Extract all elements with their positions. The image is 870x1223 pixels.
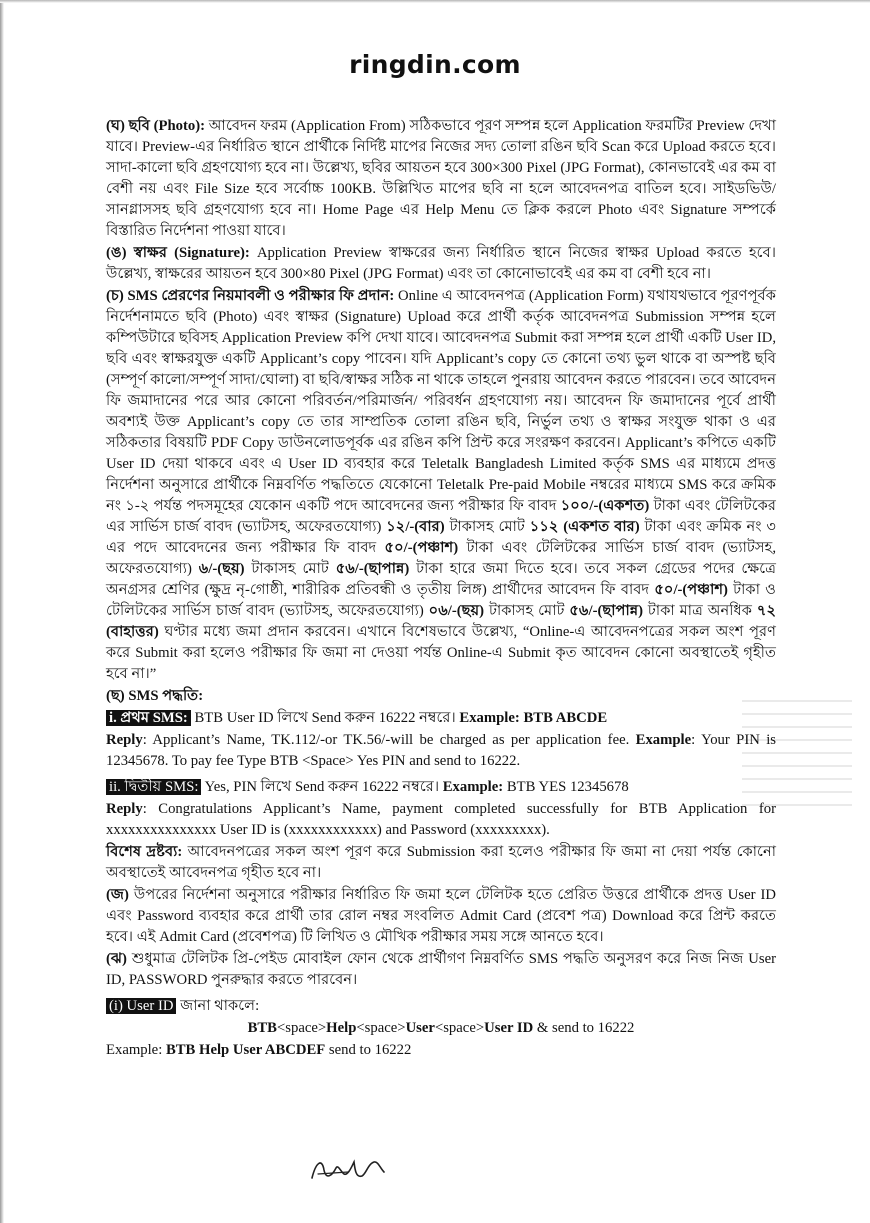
section-label: (জ) bbox=[106, 887, 129, 903]
example-text: BTB ABCDE bbox=[519, 710, 608, 726]
fee-amount: ৫৬/-(ছাপান্ন) bbox=[335, 561, 410, 577]
section-text: টাকা এবং টেলিটকের এর সার্ভিস চার্জ বাবদ (ভ্যাটসহ, অফেরতযোগ্য) bbox=[106, 498, 776, 535]
fee-amount: ৭২ (বাহাত্তর) bbox=[106, 603, 776, 640]
section-text: শুধুমাত্র টেলিটক প্রি-পেইড মোবাইল ফোন থেকে প্রার্থীগণ নিম্নবর্ণিত SMS পদ্ধতি অনুসরণ করে নিজ নিজ User ID, PASSWORD পুনরুদ্ধার করতে পারবেন। bbox=[106, 951, 776, 988]
section-text: Application Preview স্বাক্ষরের জন্য নির্ধারিত স্থানে নিজের স্বাক্ষর Upload করতে হবে। উল্লেখ্য, স্বাক্ষরের আয়তন হবে 300×80 Pixel (JPG Format) এবং তা কোনোভাবেই এর কম বা বেশী হবে না। bbox=[106, 245, 777, 282]
reply-label: Reply bbox=[106, 801, 143, 817]
cmd-part: <space> bbox=[276, 1020, 327, 1036]
fee-amount: ১০০/-(একশত) bbox=[560, 498, 650, 514]
section-text: টাকা এবং ক্রমিক নং ৩ এর পদে আবেদনের জন্য পরীক্ষার ফি বাবদ bbox=[106, 519, 776, 556]
cmd-part: BTB bbox=[247, 1020, 277, 1036]
fee-amount: ৫০/-(পঞ্চাশ) bbox=[384, 540, 459, 556]
section-label: (চ) SMS প্রেরণের নিয়মাবলী ও পরীক্ষার ফি প্রদান: bbox=[106, 288, 395, 304]
user-id-label: (i) User ID bbox=[106, 998, 176, 1014]
site-header: ringdin.com bbox=[349, 50, 521, 79]
section-text: আবেদন ফরম (Application From) সঠিকভাবে পূরণ সম্পন্ন হলে Application ফরমটির Preview দেখা যাবে। Preview-এর নির্ধারিত স্থানে প্রার্থীকে নির্দিষ্ট মাপের নিজের সদ্য তোলা রঙিন ছবি Scan করে Upload করতে হবে। সাদা-কালো ছবি গ্রহণযোগ্য হবে না। উল্লেখ্য, ছবির আয়তন হবে 300×300 Pixel (JPG Format), কোনভাবেই এর কম বা বেশী নয় এবং File Size হবে সর্বোচ্চ 100KB. উল্লিখিত মাপের ছবি না হলে আবেদনপত্র বাতিল হবে। সাইডভিউ/সানগ্লাসসহ ছবি গ্রহণযোগ্য হবে না। Home Page এর Help Menu তে ক্লিক করলে Photo এবং Signature সম্পর্কে বিস্তারিত নির্দেশনা পাওয়া যাবে। bbox=[106, 118, 776, 239]
example-label: Example: bbox=[106, 1042, 166, 1058]
reply-text: : Applicant’s Name, TK.112/-or TK.56/-will be charged as per application fee. bbox=[142, 732, 636, 748]
page-edge bbox=[0, 0, 4, 1223]
cmd-part: Help bbox=[326, 1020, 357, 1036]
section-admit-card bbox=[106, 885, 776, 948]
example-label: Example: bbox=[459, 710, 520, 726]
reply-text: : Congratulations Applicant’s Name, payment completed successfully for BTB Application for xxxxxxxxxxxxxxx User ID is (xxxxxxxxxxxx) and Password (xxxxxxxxx). bbox=[106, 801, 776, 838]
section-text: টাকাসহ মোট bbox=[484, 603, 570, 619]
reply-text: : Your PIN is 12345678. To pay fee Type BTB <Space> Yes PIN and send to 16222. bbox=[106, 732, 776, 769]
first-sms bbox=[106, 708, 776, 729]
section-label: (ঝ) bbox=[106, 951, 127, 967]
cmd-part: & send to 16222 bbox=[533, 1020, 635, 1036]
section-photo bbox=[106, 116, 776, 242]
fee-amount: ১১২ (একশত বার) bbox=[529, 519, 640, 535]
fee-amount: ৫৬/-(ছাপান্ন) bbox=[569, 603, 644, 619]
section-text: Online এ আবেদনপত্র (Application Form) যথাযথভাবে পূরণপূর্বক নির্দেশনামতে ছবি (Photo) এবং স্বাক্ষর (Signature) Upload করে প্রার্থী কর্তৃক আবেদনপত্র Submission সম্পন্ন হলে কম্পিউটারে ছবিসহ Application Preview কপি দেখা যাবে। আবেদনপত্র Submit করা সম্পন্ন হলে প্রার্থী একটি User ID, ছবি এবং স্বাক্ষরযুক্ত একটি Applicant’s copy পাবেন। যদি Applicant’s copy তে কোনো তথ্য ভুল থাকে বা অস্পষ্ট ছবি (সম্পূর্ণ কালো/সম্পূর্ণ সাদা/ঘোলা) বা ছবি/স্বাক্ষর সঠিক না থাকে তাহলে পুনরায় আবেদন করতে পারবেন। তবে আবেদন ফি জমাদানের পরে আর কোনো পরিবর্তন/পরিমার্জন/ পরিবর্ধন গ্রহণযোগ্য নয়। আবেদন ফি জমাদানের পূর্বে প্রার্থী অবশ্যই উক্ত Applicant’s copy তে তার সাম্প্রতিক তোলা রঙিন ছবি, নির্ভুল তথ্য ও স্বাক্ষর সংযুক্ত থাকা ও এর সঠিকতার বিষয়টি PDF Copy ডাউনলোডপূর্বক এর রঙিন কপি প্রিন্ট করে সংরক্ষণ করবেন। Applicant’s কপিতে একটি User ID দেয়া থাকবে এবং এ User ID ব্যবহার করে Teletalk Bangladesh Limited কর্তৃক SMS এর মাধ্যমে প্রদত্ত নির্দেশনা অনুসারে প্রার্থীকে নিম্নবর্ণিত পদ্ধতিতে যেকোনো Teletalk Pre-paid Mobile নম্বরের মাধ্যমে SMS করে ক্রমিক নং ১-২ পর্যন্ত পদসমূহের যেকোন একটি পদে আবেদনের জন্য পরীক্ষার ফি বাবদ bbox=[106, 288, 776, 514]
example-label: Example: bbox=[442, 779, 504, 795]
user-id-known bbox=[106, 996, 776, 1017]
example-label: Example bbox=[635, 732, 692, 748]
signature-mark bbox=[308, 1152, 388, 1188]
special-note bbox=[106, 842, 776, 884]
section-text: উপরের নির্দেশনা অনুসারে পরীক্ষার নির্ধারিত ফি জমা হলে টেলিটক হতে প্রেরিত উত্তরে প্রার্থীকে প্রদত্ত User ID এবং Password ব্যবহার করে প্রার্থী তার রোল নম্বর সংবলিত Admit Card (প্রবেশ পত্র) Download করে প্রিন্ট করতে হবে। এই Admit Card (প্রবেশপত্র) টি লিখিত ও মৌখিক পরীক্ষার সময় সঙ্গে আনতে হবে। bbox=[106, 887, 776, 945]
sms-text: Yes, PIN লিখে Send করুন 16222 নম্বরে। bbox=[201, 779, 443, 795]
fee-amount: ৫০/-(পঞ্চাশ) bbox=[654, 582, 728, 598]
sms-command bbox=[106, 1018, 776, 1039]
section-text: টাকাসহ মোট bbox=[444, 519, 530, 535]
cmd-part: <space> bbox=[434, 1020, 485, 1036]
note-text: আবেদনপত্রের সকল অংশ পূরণ করে Submission করা হলেও পরীক্ষার ফি জমা না দেয়া পর্যন্ত কোনো অবস্থাতেই আবেদনপত্র গৃহীত হবে না। bbox=[106, 844, 776, 881]
second-sms-reply bbox=[106, 799, 776, 841]
example-text: BTB YES 12345678 bbox=[503, 779, 629, 795]
second-sms-label: ii. দ্বিতীয় SMS: bbox=[106, 779, 201, 795]
reply-label: Reply bbox=[106, 732, 143, 748]
section-label: (ঘ) ছবি (Photo): bbox=[106, 118, 206, 134]
section-recovery bbox=[106, 949, 776, 991]
section-text: টাকা হারে জমা দিতে হবে। তবে সকল গ্রেডের পদের ক্ষেত্রে অনগ্রসর শ্রেণির (ক্ষুদ্র নৃ-গোষ্ঠী, শারীরিক প্রতিবন্ধী ও তৃতীয় লিঙ্গ) প্রার্থীদের আবেদন ফি বাবদ bbox=[106, 561, 776, 598]
cmd-part: User ID bbox=[484, 1020, 534, 1036]
page-edge bbox=[0, 0, 870, 3]
section-text: টাকাসহ মোট bbox=[244, 561, 336, 577]
section-text: টাকা এবং টেলিটকের সার্ভিস চার্জ বাবদ (ভ্যাটসহ, অফেরতযোগ্য) bbox=[106, 540, 776, 577]
section-label: (ছ) SMS পদ্ধতি: bbox=[106, 688, 204, 704]
first-sms-reply bbox=[106, 730, 776, 772]
user-id-text: জানা থাকলে: bbox=[176, 998, 260, 1014]
section-text: টাকা ও টেলিটকের সার্ভিস চার্জ বাবদ (ভ্যাটসহ, অফেরতযোগ্য) bbox=[106, 582, 776, 619]
fee-amount: ৬/-(ছয়) bbox=[198, 561, 245, 577]
example-command: BTB Help User ABCDEF bbox=[165, 1042, 326, 1058]
sms-example bbox=[106, 1040, 776, 1061]
section-text: ঘণ্টার মধ্যে জমা প্রদান করবেন। এখানে বিশেষভাবে উল্লেখ্য, “Online-এ আবেদনপত্রের সকল অংশ পূরণ করে Submit করা হলেও পরীক্ষার ফি জমা না দেওয়া পর্যন্ত Online-এ Submit কৃত আবেদন কোনো অবস্থাতেই গৃহীত হবে না।” bbox=[106, 624, 776, 682]
sms-text: BTB User ID লিখে Send করুন 16222 নম্বরে। bbox=[190, 710, 460, 726]
section-label: (ঙ) স্বাক্ষর (Signature): bbox=[106, 245, 250, 261]
note-label: বিশেষ দ্রষ্টব্য: bbox=[106, 844, 183, 860]
section-sms-fee bbox=[106, 286, 776, 685]
section-text: টাকা মাত্র অনধিক bbox=[643, 603, 757, 619]
fee-amount: ০৬/-(ছয়) bbox=[428, 603, 485, 619]
second-sms bbox=[106, 777, 776, 798]
cmd-part: <space> bbox=[356, 1020, 406, 1036]
section-sms-method bbox=[106, 686, 776, 707]
cmd-part: User bbox=[405, 1020, 435, 1036]
section-signature bbox=[106, 243, 776, 285]
fee-amount: ১২/-(বার) bbox=[386, 519, 445, 535]
first-sms-label: i. প্রথম SMS: bbox=[106, 710, 191, 726]
document-body bbox=[106, 116, 776, 1062]
example-tail: send to 16222 bbox=[325, 1042, 412, 1058]
